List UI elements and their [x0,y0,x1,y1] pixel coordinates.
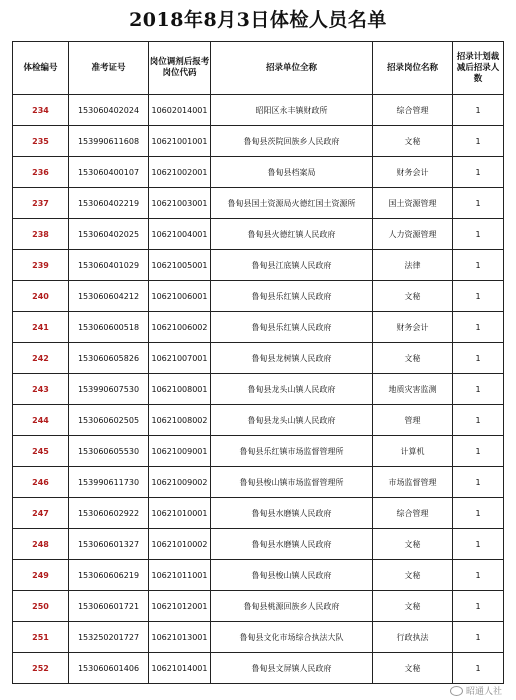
cell-exam-number: 244 [13,405,69,436]
cell-unit-name: 鲁甸县梭山镇人民政府 [211,560,373,591]
cell-position-code: 10621010001 [149,498,211,529]
cell-exam-number: 252 [13,653,69,684]
header-hire-count: 招录计划裁减后招录人数 [453,42,504,95]
cell-position-code: 10621004001 [149,219,211,250]
cell-hire-count: 1 [453,188,504,219]
cell-hire-count: 1 [453,436,504,467]
cell-exam-number: 235 [13,126,69,157]
cell-ticket-number: 153060605826 [69,343,149,374]
table-row [13,591,504,622]
cell-exam-number: 247 [13,498,69,529]
cell-position-code: 10621007001 [149,343,211,374]
cell-exam-number: 240 [13,281,69,312]
table-row [13,622,504,653]
cell-exam-number: 249 [13,560,69,591]
cell-position-name: 财务会计 [373,312,453,343]
cell-exam-number: 250 [13,591,69,622]
table-row [13,436,504,467]
cell-hire-count: 1 [453,498,504,529]
cell-hire-count: 1 [453,560,504,591]
table-row [13,188,504,219]
cell-hire-count: 1 [453,219,504,250]
cell-unit-name: 鲁甸县乐红镇人民政府 [211,312,373,343]
cell-unit-name: 鲁甸县水磨镇人民政府 [211,498,373,529]
header-ticket-number: 准考证号 [69,42,149,95]
cell-position-code: 10621013001 [149,622,211,653]
cell-ticket-number: 153060601721 [69,591,149,622]
cell-position-name: 法律 [373,250,453,281]
cell-ticket-number: 153060601406 [69,653,149,684]
cell-ticket-number: 153060400107 [69,157,149,188]
cell-unit-name: 鲁甸县桃源回族乡人民政府 [211,591,373,622]
cell-position-name: 国土资源管理 [373,188,453,219]
cell-exam-number: 241 [13,312,69,343]
cell-exam-number: 245 [13,436,69,467]
cell-position-name: 管理 [373,405,453,436]
wechat-icon [450,686,463,696]
cell-position-name: 文秘 [373,591,453,622]
cell-position-code: 10621009001 [149,436,211,467]
table-row [13,467,504,498]
cell-ticket-number: 153060602505 [69,405,149,436]
cell-position-code: 10621011001 [149,560,211,591]
cell-position-code: 10621001001 [149,126,211,157]
cell-position-name: 文秘 [373,281,453,312]
cell-unit-name: 鲁甸县龙树镇人民政府 [211,343,373,374]
cell-position-name: 行政执法 [373,622,453,653]
cell-position-name: 文秘 [373,560,453,591]
cell-hire-count: 1 [453,467,504,498]
cell-ticket-number: 153060401029 [69,250,149,281]
table-row [13,219,504,250]
cell-position-name: 人力资源管理 [373,219,453,250]
cell-position-code: 10621008002 [149,405,211,436]
cell-unit-name: 鲁甸县龙头山镇人民政府 [211,405,373,436]
table-row [13,157,504,188]
cell-exam-number: 236 [13,157,69,188]
cell-position-code: 10621006001 [149,281,211,312]
cell-position-name: 文秘 [373,529,453,560]
cell-hire-count: 1 [453,126,504,157]
cell-ticket-number: 153060402219 [69,188,149,219]
cell-unit-name: 鲁甸县乐红镇人民政府 [211,281,373,312]
cell-unit-name: 鲁甸县乐红镇市场监督管理所 [211,436,373,467]
cell-hire-count: 1 [453,653,504,684]
cell-position-name: 市场监督管理 [373,467,453,498]
table-row [13,405,504,436]
cell-position-code: 10621003001 [149,188,211,219]
cell-position-name: 文秘 [373,343,453,374]
cell-position-name: 财务会计 [373,157,453,188]
cell-position-code: 10621008001 [149,374,211,405]
table-row [13,529,504,560]
cell-position-code: 10621009002 [149,467,211,498]
cell-position-code: 10621012001 [149,591,211,622]
table-row [13,250,504,281]
cell-unit-name: 鲁甸县档案局 [211,157,373,188]
cell-ticket-number: 153060605530 [69,436,149,467]
header-exam-number: 体检编号 [13,42,69,95]
watermark-text: 昭通人社 [465,687,502,697]
cell-position-code: 10621002001 [149,157,211,188]
cell-exam-number: 239 [13,250,69,281]
table-row [13,653,504,684]
cell-exam-number: 246 [13,467,69,498]
cell-ticket-number: 153990611730 [69,467,149,498]
cell-unit-name: 鲁甸县江底镇人民政府 [211,250,373,281]
cell-unit-name: 鲁甸县龙头山镇人民政府 [211,374,373,405]
cell-ticket-number: 153060602922 [69,498,149,529]
cell-exam-number: 243 [13,374,69,405]
cell-ticket-number: 153060606219 [69,560,149,591]
exam-list-table [12,41,504,684]
cell-ticket-number: 153060402024 [69,95,149,126]
cell-unit-name: 鲁甸县梭山镇市场监督管理所 [211,467,373,498]
table-row [13,281,504,312]
cell-position-name: 文秘 [373,126,453,157]
cell-position-code: 10621010002 [149,529,211,560]
table-row [13,343,504,374]
cell-ticket-number: 153060600518 [69,312,149,343]
cell-position-name: 地质灾害监测 [373,374,453,405]
cell-position-code: 10621005001 [149,250,211,281]
cell-exam-number: 242 [13,343,69,374]
header-unit-name: 招录单位全称 [211,42,373,95]
cell-ticket-number: 153990607530 [69,374,149,405]
cell-ticket-number: 153990611608 [69,126,149,157]
cell-position-name: 文秘 [373,653,453,684]
cell-ticket-number: 153060402025 [69,219,149,250]
cell-ticket-number: 153060601327 [69,529,149,560]
cell-exam-number: 251 [13,622,69,653]
cell-exam-number: 248 [13,529,69,560]
document-title: 2018年8月3日体检人员名单 [129,9,387,31]
cell-hire-count: 1 [453,343,504,374]
header-position-name: 招录岗位名称 [373,42,453,95]
cell-exam-number: 237 [13,188,69,219]
cell-ticket-number: 153250201727 [69,622,149,653]
cell-unit-name: 鲁甸县茨院回族乡人民政府 [211,126,373,157]
cell-position-name: 计算机 [373,436,453,467]
cell-exam-number: 238 [13,219,69,250]
cell-unit-name: 鲁甸县国土资源局火德红国土资源所 [211,188,373,219]
cell-unit-name: 昭阳区永丰镇财政所 [211,95,373,126]
table-row [13,560,504,591]
table-header-row [13,42,504,95]
table-body [13,95,504,684]
cell-position-name: 综合管理 [373,498,453,529]
cell-hire-count: 1 [453,622,504,653]
cell-hire-count: 1 [453,374,504,405]
table-row [13,374,504,405]
cell-unit-name: 鲁甸县文屏镇人民政府 [211,653,373,684]
cell-position-name: 综合管理 [373,95,453,126]
cell-unit-name: 鲁甸县火德红镇人民政府 [211,219,373,250]
table-row [13,312,504,343]
cell-position-code: 10621014001 [149,653,211,684]
cell-hire-count: 1 [453,250,504,281]
cell-hire-count: 1 [453,95,504,126]
cell-hire-count: 1 [453,312,504,343]
table-row [13,95,504,126]
cell-hire-count: 1 [453,529,504,560]
cell-ticket-number: 153060604212 [69,281,149,312]
cell-hire-count: 1 [453,281,504,312]
cell-exam-number: 234 [13,95,69,126]
table-row [13,498,504,529]
cell-position-code: 10602014001 [149,95,211,126]
table-row [13,126,504,157]
cell-unit-name: 鲁甸县文化市场综合执法大队 [211,622,373,653]
cell-hire-count: 1 [453,591,504,622]
cell-hire-count: 1 [453,157,504,188]
cell-unit-name: 鲁甸县水磨镇人民政府 [211,529,373,560]
header-position-code: 岗位调剂后报考岗位代码 [149,42,211,95]
watermark [450,684,502,697]
cell-position-code: 10621006002 [149,312,211,343]
cell-hire-count: 1 [453,405,504,436]
